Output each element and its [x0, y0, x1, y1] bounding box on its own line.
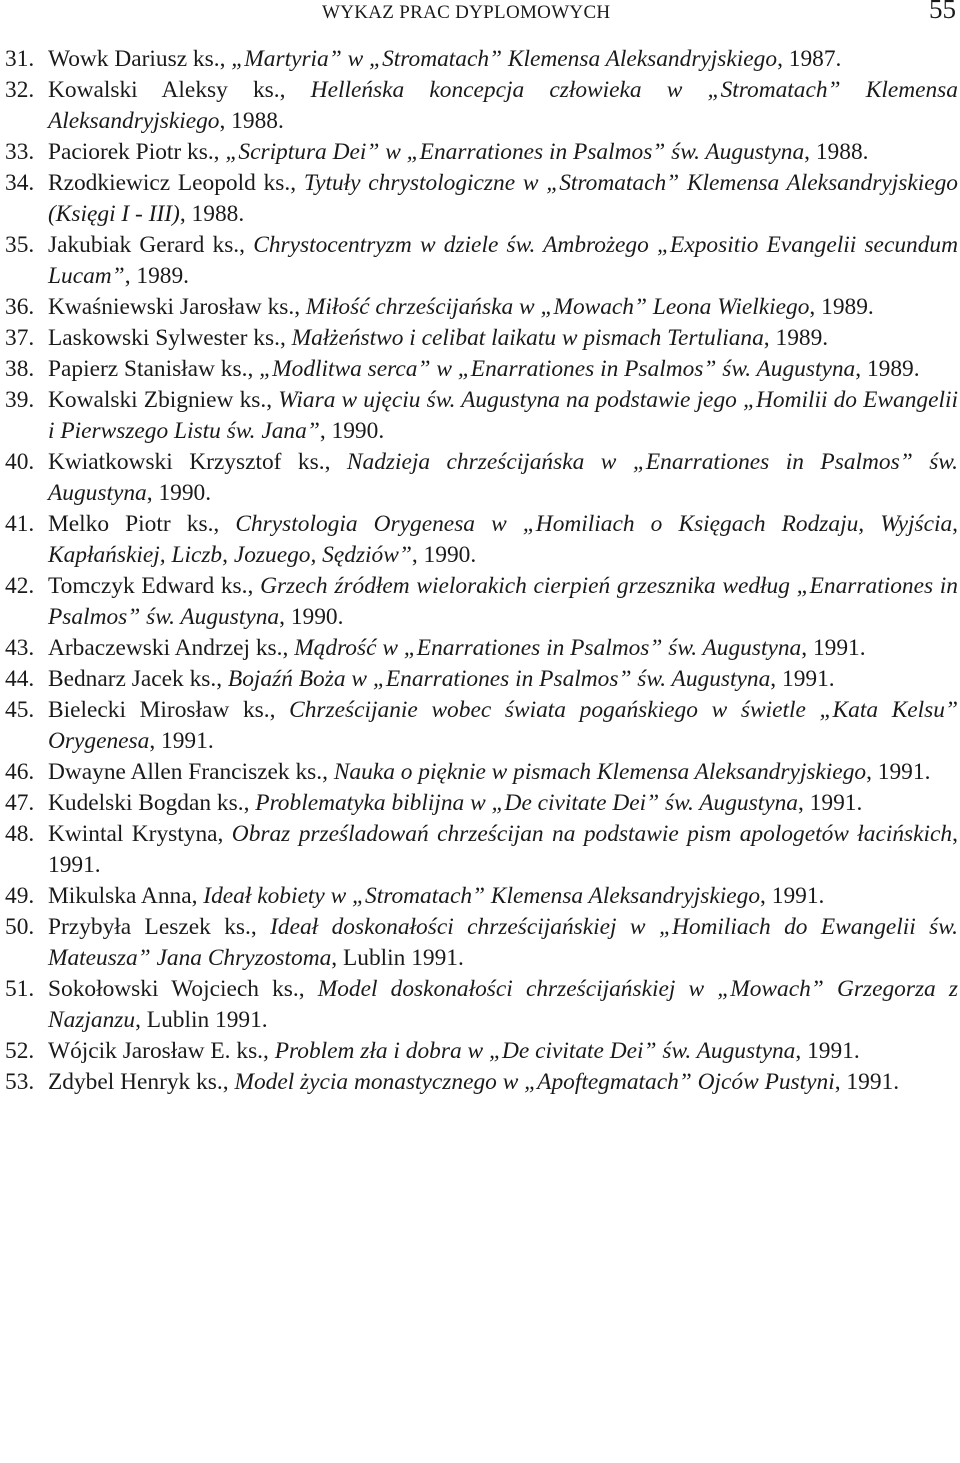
- entry-author: Kowalski Aleksy ks.: [48, 77, 280, 103]
- entry-title: Model doskonałości chrześcijańskiej w „Mowach” Grzegorza z Nazjanzu: [48, 976, 958, 1033]
- list-item: 41. Melko Piotr ks., Chrystologia Orygenesa w „Homiliach o Księgach Rodzaju, Wyjścia, Kapłańskiej, Liczb, Jozuego, Sędziów”, 1990.: [5, 511, 958, 568]
- entry-rest: , 1991.: [770, 666, 835, 692]
- entry-author: Rzodkiewicz Leopold ks.: [48, 170, 291, 196]
- entry-author: Wowk Dariusz ks.: [48, 46, 220, 72]
- entry-author: Jakubiak Gerard ks.: [48, 232, 240, 258]
- running-head: WYKAZ PRAC DYPLOMOWYCH: [322, 2, 611, 23]
- entry-title: „Modlitwa serca” w „Enarrationes in Psalmos” św. Augustyna: [259, 356, 856, 382]
- list-item: 43. Arbaczewski Andrzej ks., Mądrość w „Enarrationes in Psalmos” św. Augustyna, 1991.: [0, 633, 960, 664]
- list-item: 52. Wójcik Jarosław E. ks., Problem zła i dobra w „De civitate Dei” św. Augustyna, 1991.: [0, 1036, 960, 1067]
- list-item: 37. Laskowski Sylwester ks., Małżeństwo i celibat laikatu w pismach Tertuliana, 1989.: [0, 323, 960, 354]
- entry-rest: , 1988.: [219, 108, 284, 134]
- entry-title: Małżeństwo i celibat laikatu w pismach Tertuliana: [291, 325, 764, 351]
- entry-author: Paciorek Piotr ks.: [48, 139, 214, 165]
- entry-author: Laskowski Sylwester ks.: [48, 325, 280, 351]
- list-item: 48. Kwintal Krystyna, Obraz prześladowań chrześcijan na podstawie pism apologetów łacińskich, 1991.: [5, 821, 958, 878]
- entry-number: 38.: [5, 356, 35, 382]
- entry-title: Chrystocentryzm w dziele św. Ambrożego „Expositio Evangelii secundum Lucam”: [48, 232, 958, 289]
- entry-number: 39.: [5, 387, 35, 413]
- entry-number: 35.: [5, 232, 35, 258]
- entry-number: 43.: [5, 635, 35, 661]
- entry-rest: , 1989.: [124, 263, 190, 289]
- entry-rest: , 1988.: [804, 139, 869, 165]
- entry-title: Ideał kobiety w „Stromatach” Klemensa Aleksandryjskiego: [203, 883, 761, 909]
- entry-title: „Scriptura Dei” w „Enarrationes in Psalmos” św. Augustyna: [225, 139, 805, 165]
- entry-author: Kudelski Bogdan ks.: [48, 790, 244, 816]
- entry-title: Mądrość w „Enarrationes in Psalmos” św. Augustyna: [294, 635, 802, 661]
- list-item: 39. Kowalski Zbigniew ks., Wiara w ujęciu św. Augustyna na podstawie jego „Homilii do Ewangelii i Pierwszego Listu św. Jana”, 1990.: [5, 387, 958, 444]
- entry-rest: , 1990.: [319, 418, 385, 444]
- page-header: [0, 0, 960, 30]
- entry-author: Bednarz Jacek ks.: [48, 666, 217, 692]
- entry-title: Problematyka biblijna w „De civitate Dei” św. Augustyna: [255, 790, 798, 816]
- entry-number: 45.: [5, 697, 35, 723]
- entry-title: Bojaźń Boża w „Enarrationes in Psalmos” św. Augustyna: [227, 666, 771, 692]
- entry-number: 37.: [5, 325, 35, 351]
- entry-rest: , 1991.: [797, 790, 863, 816]
- entry-number: 47.: [5, 790, 35, 816]
- entry-author: Sokołowski Wojciech ks.: [48, 976, 299, 1002]
- entry-title: Miłość chrześcijańska w „Mowach” Leona Wielkiego: [305, 294, 810, 320]
- entry-rest: , 1987.: [777, 46, 842, 72]
- entry-number: 51.: [5, 976, 35, 1002]
- entry-number: 34.: [5, 170, 35, 196]
- entry-title: Tytuły chrystologiczne w „Stromatach” Klemensa Aleksandryjskiego (Księgi I - III): [48, 170, 958, 227]
- entry-number: 52.: [5, 1038, 35, 1064]
- entry-title: Nadzieja chrześcijańska w „Enarrationes in Psalmos” św. Augustyna: [48, 449, 959, 506]
- entry-rest: , 1989.: [809, 294, 874, 320]
- entry-number: 31.: [5, 46, 35, 72]
- list-item: 51. Sokołowski Wojciech ks., Model doskonałości chrześcijańskiej w „Mowach” Grzegorza z Nazjanzu, Lublin 1991.: [5, 976, 958, 1033]
- entry-rest: , 1989.: [855, 356, 920, 382]
- list-item: 45. Bielecki Mirosław ks., Chrześcijanie wobec świata pogańskiego w świetle „Kata Kelsu” Orygenesa, 1991.: [5, 697, 958, 754]
- entry-author: Arbaczewski Andrzej ks.: [48, 635, 283, 661]
- entry-title: Chrystologia Orygenesa w „Homiliach o Księgach Rodzaju, Wyjścia, Kapłańskiej, Liczb, Jozuego, Sędziów”: [48, 511, 958, 568]
- list-item: 46. Dwayne Allen Franciszek ks., Nauka o pięknie w pismach Klemensa Aleksandryjskiego, 1991.: [0, 757, 960, 788]
- entry-title: Nauka o pięknie w pismach Klemensa Aleksandryjskiego: [333, 759, 867, 785]
- entry-rest: , 1989.: [763, 325, 829, 351]
- entry-author: Zdybel Henryk ks.: [48, 1069, 223, 1095]
- entry-author: Wójcik Jarosław E. ks.: [48, 1038, 264, 1064]
- entry-title: Wiara w ujęciu św. Augustyna na podstawie jego „Homilii do Ewangelii i Pierwszego Listu św. Jana”: [48, 387, 958, 444]
- list-item: 31. Wowk Dariusz ks., „Martyria” w „Stromatach” Klemensa Aleksandryjskiego, 1987.: [0, 44, 960, 75]
- entry-rest: , 1990.: [279, 604, 344, 630]
- entry-author: Bielecki Mirosław ks.: [48, 697, 270, 723]
- list-item: 47. Kudelski Bogdan ks., Problematyka biblijna w „De civitate Dei” św. Augustyna, 1991.: [0, 788, 960, 819]
- entry-author: Kwintal Krystyna: [48, 821, 218, 847]
- entry-title: Grzech źródłem wielorakich cierpień grzesznika według „Enarrationes in Psalmos” św. Augustyna: [48, 573, 958, 630]
- entry-number: 49.: [5, 883, 35, 909]
- entry-number: 48.: [5, 821, 35, 847]
- entry-title: Helleńska koncepcja człowieka w „Stromatach” Klemensa Aleksandryjskiego: [48, 77, 958, 134]
- entry-author: Melko Piotr ks.: [48, 511, 214, 537]
- list-item: 53. Zdybel Henryk ks., Model życia monastycznego w „Apoftegmatach” Ojców Pustyni, 1991.: [0, 1067, 960, 1098]
- entry-author: Tomczyk Edward ks.: [48, 573, 248, 599]
- list-item: 35. Jakubiak Gerard ks., Chrystocentryzm w dziele św. Ambrożego „Expositio Evangelii secundum Lucam”, 1989.: [5, 232, 958, 289]
- entry-rest: , 1991.: [795, 1038, 860, 1064]
- entry-author: Mikulska Anna: [48, 883, 192, 909]
- list-item: 49. Mikulska Anna, Ideał kobiety w „Stromatach” Klemensa Aleksandryjskiego, 1991.: [0, 881, 960, 912]
- list-item: 33. Paciorek Piotr ks., „Scriptura Dei” w „Enarrationes in Psalmos” św. Augustyna, 1988.: [0, 137, 960, 168]
- entry-rest: , 1991.: [834, 1069, 900, 1095]
- entry-title: Problem zła i dobra w „De civitate Dei” św. Augustyna: [274, 1038, 796, 1064]
- entry-number: 33.: [5, 139, 35, 165]
- list-item: 40. Kwiatkowski Krzysztof ks., Nadzieja chrześcijańska w „Enarrationes in Psalmos” św. Augustyna, 1990.: [5, 449, 959, 506]
- list-item: 34. Rzodkiewicz Leopold ks., Tytuły chrystologiczne w „Stromatach” Klemensa Aleksandryjskiego (Księgi I - III), 1988.: [5, 170, 958, 227]
- entry-number: 40.: [5, 449, 35, 475]
- entry-number: 53.: [5, 1069, 35, 1095]
- entry-rest: , 1990.: [411, 542, 477, 568]
- thesis-list: [0, 44, 960, 1098]
- entry-rest: , Lublin 1991.: [331, 945, 464, 971]
- entry-rest: , 1991.: [149, 728, 214, 754]
- entry-title: „Martyria” w „Stromatach” Klemensa Aleksandryjskiego: [231, 46, 778, 72]
- entry-title: Obraz prześladowań chrześcijan na podstawie pism apologetów łacińskich: [231, 821, 953, 847]
- entry-number: 44.: [5, 666, 35, 692]
- list-item: 38. Papierz Stanisław ks., „Modlitwa serca” w „Enarrationes in Psalmos” św. Augustyna, 1989.: [0, 354, 960, 385]
- list-item: 32. Kowalski Aleksy ks., Helleńska koncepcja człowieka w „Stromatach” Klemensa Aleksandryjskiego, 1988.: [5, 77, 958, 134]
- entry-title: Chrześcijanie wobec świata pogańskiego w świetle „Kata Kelsu” Orygenesa: [48, 697, 958, 754]
- entry-rest: , 1991.: [48, 821, 958, 878]
- list-item: 42. Tomczyk Edward ks., Grzech źródłem wielorakich cierpień grzesznika według „Enarrationes in Psalmos” św. Augustyna, 1990.: [5, 573, 958, 630]
- page-number: 55: [929, 0, 956, 24]
- entry-author: Papierz Stanisław ks.: [48, 356, 248, 382]
- entry-author: Dwayne Allen Franciszek ks.: [48, 759, 323, 785]
- entry-author: Kowalski Zbigniew ks.: [48, 387, 267, 413]
- entry-rest: , 1988.: [179, 201, 245, 227]
- list-item: 36. Kwaśniewski Jarosław ks., Miłość chrześcijańska w „Mowach” Leona Wielkiego, 1989.: [0, 292, 960, 323]
- entry-rest: , 1990.: [146, 480, 212, 506]
- entry-rest: , 1991.: [866, 759, 931, 785]
- list-item: 44. Bednarz Jacek ks., Bojaźń Boża w „Enarrationes in Psalmos” św. Augustyna, 1991.: [0, 664, 960, 695]
- entry-number: 41.: [5, 511, 35, 537]
- entry-author: Przybyła Leszek ks.: [48, 914, 251, 940]
- entry-rest: , 1991.: [801, 635, 866, 661]
- entry-author: Kwiatkowski Krzysztof ks.: [48, 449, 325, 475]
- entry-title: Ideał doskonałości chrześcijańskiej w „Homiliach do Ewangelii św. Mateusza” Jana Chryzostoma: [48, 914, 958, 971]
- entry-author: Kwaśniewski Jarosław ks.: [48, 294, 295, 320]
- entry-number: 46.: [5, 759, 35, 785]
- list-item: 50. Przybyła Leszek ks., Ideał doskonałości chrześcijańskiej w „Homiliach do Ewangelii św. Mateusza” Jana Chryzostoma, Lublin 1991.: [5, 914, 958, 971]
- entry-number: 36.: [5, 294, 35, 320]
- entry-number: 42.: [5, 573, 35, 599]
- entry-number: 50.: [5, 914, 35, 940]
- entry-rest: , Lublin 1991.: [135, 1007, 268, 1033]
- entry-number: 32.: [5, 77, 35, 103]
- entry-title: Model życia monastycznego w „Apoftegmatach” Ojców Pustyni: [234, 1069, 835, 1095]
- entry-rest: , 1991.: [760, 883, 825, 909]
